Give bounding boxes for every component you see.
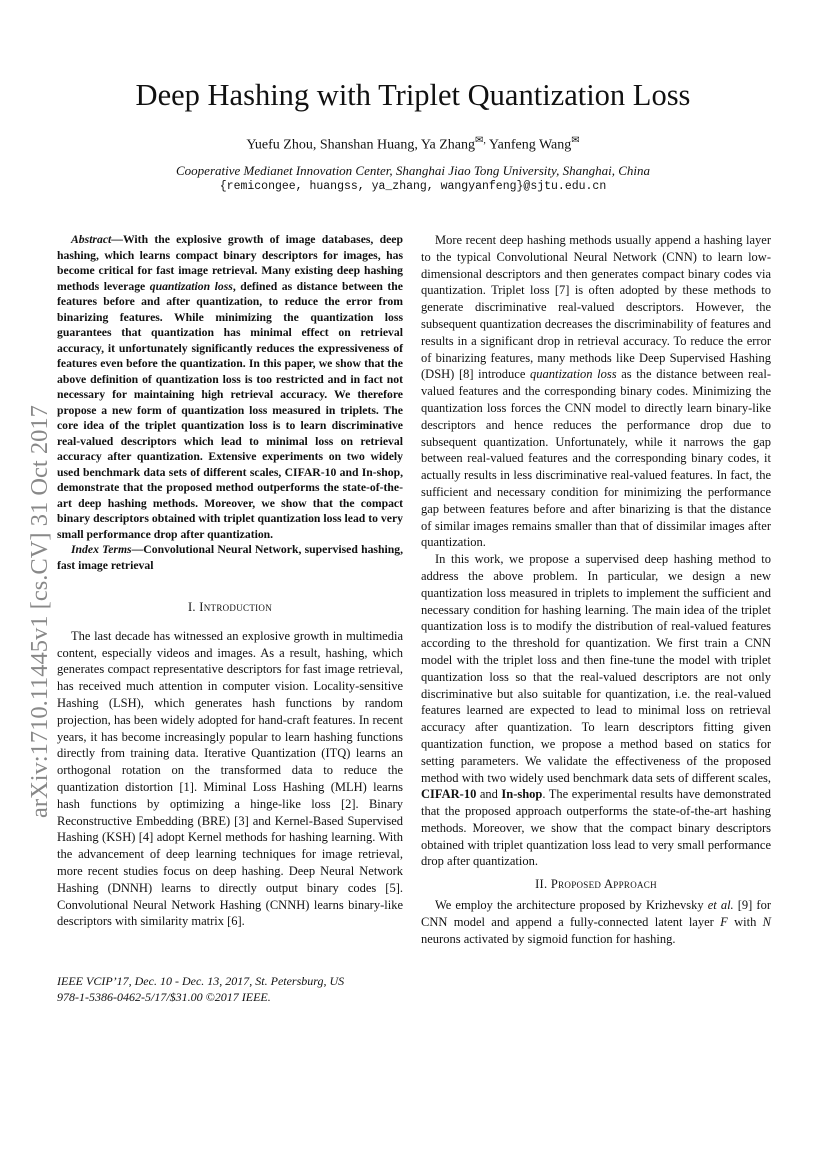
paragraph: More recent deep hashing methods usually append a hashing layer to the typical Convolutional Neural Network (CNN) to learn low-dimensional descriptors and then generates compact binary codes via quantization. Triplet loss [7] is often adopted by these methods to generate discriminative real-valued descriptors. However, the subsequent quantization decreases the discriminability of features and results in a significant drop in retrieval accuracy. To reduce the error of binarizing features, many methods like Deep Supervised Hashing (DSH) [8] introduce quantization loss as the distance between real-valued features and the corresponding binary codes. Minimizing the quantization loss forces the CNN model to directly learn binary-like descriptors and hence reduces the performance drop due to subsequent quantization. Unfortunately, while it narrows the gap between real-valued features and the corresponding binary codes, it actually results in less discriminative real-valued features. In fact, the sufficient and necessary condition for minimizing the performance gap between features before and after binarizing is that the distance of similar images remains smaller than that of dissimilar images after quantization.: [421, 233, 771, 550]
right-column: [421, 232, 771, 947]
footnote-copyright: 978-1-5386-0462-5/17/$31.00 ©2017 IEEE.: [57, 990, 271, 1004]
paragraph: We employ the architecture proposed by Krizhevsky et al. [9] for CNN model and append a fully-connected latent layer F with N neurons activated by sigmoid function for hashing.: [421, 898, 772, 946]
author-name: Yuefu Zhou,: [246, 137, 317, 153]
author-emails: {remicongee, huangss, ya_zhang, wangyanfeng}@sjtu.edu.cn: [219, 180, 607, 193]
index-terms-label: Index Terms: [71, 543, 132, 556]
abstract: [57, 232, 403, 542]
paragraph: In this work, we propose a supervised deep hashing method to address the above problem. In particular, we design a new quantization loss measured in triplets to implement the sufficient and necessary condition for hashing learning. The main idea of the triplet quantization loss is to modify the distribution of real-valued features according to the threshold for quantization. We first train a CNN model with the triplet loss and then fine-tune the model with triplet quantization loss so that the real-valued descriptors are not only discriminative but also suitable for quantization, i.e. the real-valued features learned are expected to lead to minimal loss on retrieval accuracy after quantization. To learn descriptors fitting given quantization function, we propose a method based on statics for setting parameters. We validate the effectiveness of the proposed method with two widely used benchmark data sets of different scales, CIFAR-10 and In-shop. The experimental results have demonstrated that the proposed approach outperforms the state-of-the-art hashing methods. Moreover, we show that the compact binary descriptors obtained with triplet quantization loss lead to very small performance drop after quantization.: [421, 552, 771, 869]
introduction-paragraph: The last decade has witnessed an explosive growth in multimedia content, especially videos and images. As a result, hashing, which generates compact representative descriptors for fast image retrieval, has received much attention in computer vision. Locality-sensitive Hashing (LSH), which generates hash functions by random projection, has been widely adopted for hand-craft features. In recent years, it has become increasingly popular to learn hashing functions directly from training data. Iterative Quantization (ITQ) learns an orthogonal rotation on the transformed data to reduce the quantization distortion [1]. Miminal Loss Hashing (MLH) learns hash functions by optimizing a hinge-like loss [2]. Binary Reconstructive Embedding (BRE) [3] and Kernel-Based Supervised Hashing (KSH) [4] adopt Kernel methods for hashing learning. With the advancement of deep learning techniques for image retrieval, more recent studies focus on deep hashing. Deep Neural Network Hashing (DNNH) learns to directly output binary codes [5]. Convolutional Neural Network Hashing (CNNH) learns binary-like descriptors with similarity matrix [6].: [57, 628, 403, 929]
abstract-label: Abstract: [71, 233, 112, 246]
arxiv-stamp: arXiv:1710.11445v1 [cs.CV] 31 Oct 2017: [26, 405, 53, 818]
section-heading-proposed-approach: II. Proposed Approach: [535, 877, 657, 892]
author-name: Ya Zhang: [420, 137, 476, 153]
affiliation: Cooperative Medianet Innovation Center, Shanghai Jiao Tong University, Shanghai, China: [176, 163, 650, 178]
envelope-icon: ✉,: [475, 135, 486, 146]
section-heading-introduction: I. Introduction: [187, 600, 273, 614]
abstract-emphasis: quantization loss: [149, 279, 233, 293]
author-list: [0, 135, 826, 154]
abstract-text: With the explosive growth of image databases, deep hashing, which learns compact binary descriptors for images, has become critical for fast image retrieval. Many existing deep hashing methods leverage: [57, 233, 403, 293]
index-terms-dash: —: [131, 543, 144, 556]
index-terms-text: Convolutional Neural Network, supervised hashing, fast image retrieval: [57, 543, 403, 572]
left-column: [57, 232, 403, 930]
author-name: Shanshan Huang,: [319, 137, 418, 153]
envelope-icon: ✉: [571, 135, 580, 146]
abstract-text: , defined as distance between the features before and after quantization, to reduce the error from binarizing features. While minimizing the quantization loss guarantees that quantization has minimal effect on retrieval accuracy, it unfortunately significantly reduces the expressiveness of features even before the quantization. In this paper, we show that the above definition of quantization loss is too restricted and in fact not necessary for maintaining high retrieval accuracy. We therefore propose a new form of quantization loss measured in triplets. The core idea of the triplet quantization loss is to learn discriminative real-valued descriptors which lead to minimal loss on retrieval accuracy after quantization. Extensive experiments on two widely used benchmark data sets of different scales, CIFAR-10 and In-shop, demonstrate that the proposed method outperforms the state-of-the-art deep hashing methods. Moreover, we show that the compact binary descriptors obtained with triplet quantization loss lead to very small performance drop after quantization.: [57, 279, 403, 541]
paper-title: Deep Hashing with Triplet Quantization Loss: [135, 78, 691, 112]
footnote-conference: IEEE VCIP’17, Dec. 10 - Dec. 13, 2017, St. Petersburg, US: [57, 974, 345, 988]
abstract-dash: —: [111, 233, 123, 246]
author-name: Yanfeng Wang: [488, 137, 572, 153]
footnote: [57, 973, 403, 1005]
index-terms: [57, 542, 403, 573]
